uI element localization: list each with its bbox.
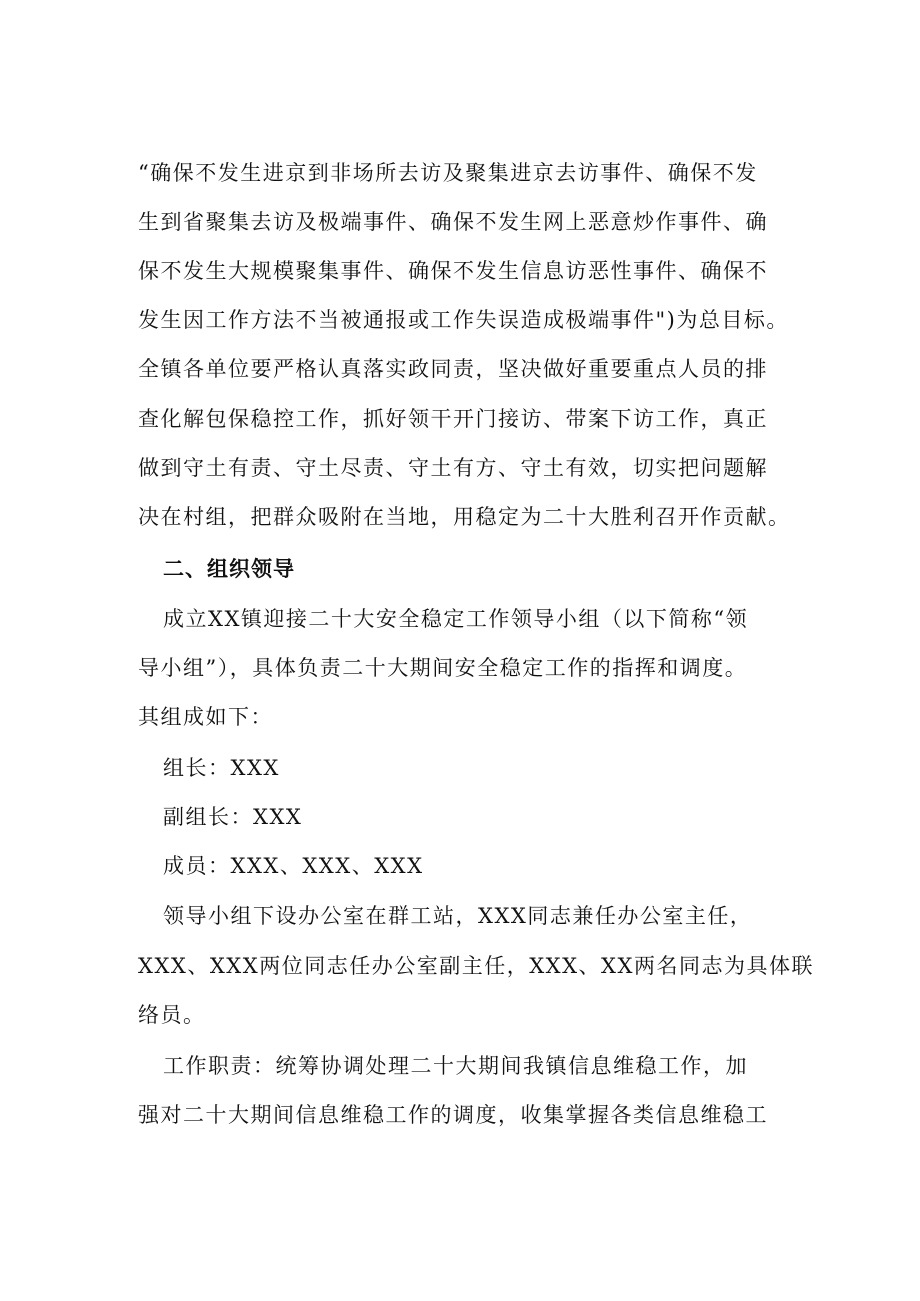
paragraph-line: “确保不发生进京到非场所去访及聚集进京去访事件、确保不发	[138, 161, 758, 185]
paragraph-line: 发生因工作方法不当被通报或工作失误造成极端事件")为总目标。	[138, 308, 789, 332]
paragraph-line: 生到省聚集去访及极端事件、确保不发生网上恶意炒作事件、确	[138, 210, 768, 234]
paragraph-line: 其组成如下：	[138, 705, 273, 729]
paragraph-line: 导小组”），具体负责二十大期间安全稳定工作的指挥和调度。	[138, 656, 748, 680]
member-staff: 成员：XXX、XXX、XXX	[163, 854, 424, 878]
paragraph-line: 强对二十大期间信息维稳工作的调度，收集掌握各类信息维稳工	[138, 1103, 768, 1127]
paragraph-line: 工作职责：统筹协调处理二十大期间我镇信息维稳工作，加	[163, 1054, 748, 1078]
paragraph-line: 全镇各单位要严格认真落实政同责，坚决做好重要重点人员的排	[138, 357, 768, 381]
paragraph-line: 络员。	[138, 1003, 206, 1027]
member-leader: 组长：XXX	[163, 756, 280, 780]
paragraph-line: 查化解包保稳控工作，抓好领干开门接访、带案下访工作，真正	[138, 407, 768, 431]
paragraph-line: 成立XX镇迎接二十大安全稳定工作领导小组（以下简称“领	[163, 607, 749, 631]
paragraph-line: 做到守土有责、守土尽责、守土有方、守土有效，切实把问题解	[138, 456, 768, 480]
paragraph-line: 领导小组下设办公室在群工站，XXX同志兼任办公室主任，	[163, 904, 753, 928]
paragraph-line: 保不发生大规模聚集事件、确保不发生信息访恶性事件、确保不	[138, 259, 768, 283]
member-deputy: 副组长：XXX	[163, 805, 303, 829]
section-heading: 二、组织领导	[163, 557, 295, 581]
paragraph-line: 决在村组，把群众吸附在当地，用稳定为二十大胜利召开作贡献。	[138, 505, 791, 529]
paragraph-line: XXX、XXX两位同志任办公室副主任，XXX、XX两名同志为具体联	[138, 954, 814, 978]
